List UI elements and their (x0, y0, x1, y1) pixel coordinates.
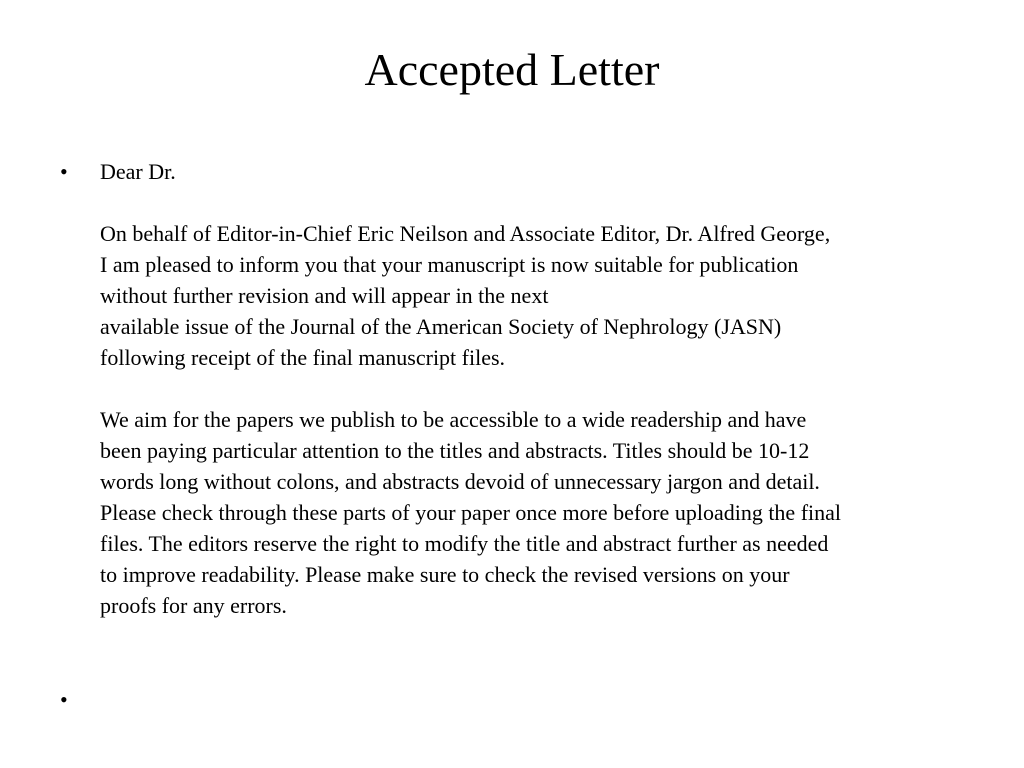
paragraph-line: proofs for any errors. (100, 593, 287, 618)
paragraph-line: to improve readability. Please make sure to check the revised versions on your (100, 562, 790, 587)
paragraph-2 (100, 404, 980, 621)
paragraph-line: files. The editors reserve the right to modify the title and abstract further as needed (100, 531, 829, 556)
paragraph-line: been paying particular attention to the titles and abstracts. Titles should be 10-12 (100, 438, 810, 463)
paragraph-line: following receipt of the final manuscript files. (100, 345, 506, 370)
paragraph-line: available issue of the Journal of the American Society of Nephrology (JASN) (100, 314, 782, 339)
paragraph-gap (100, 373, 980, 404)
paragraph-line: Please check through these parts of your paper once more before uploading the final (100, 500, 842, 525)
paragraph-line: We aim for the papers we publish to be accessible to a wide readership and have (100, 407, 807, 432)
bullet-dot-icon: • (60, 159, 68, 184)
bullet-dot-icon: • (60, 687, 68, 712)
slide-title: Accepted Letter (364, 44, 660, 95)
paragraph-line: I am pleased to inform you that your manuscript is now suitable for publication (100, 252, 799, 277)
paragraph-line: words long without colons, and abstracts devoid of unnecessary jargon and detail. (100, 469, 820, 494)
salutation: Dear Dr. (100, 159, 176, 184)
paragraph-gap (100, 187, 980, 218)
letter-body (100, 156, 980, 621)
paragraph-line: On behalf of Editor-in-Chief Eric Neilson and Associate Editor, Dr. Alfred George, (100, 221, 831, 246)
paragraph-1 (100, 218, 980, 373)
paragraph-line: without further revision and will appear in the next (100, 283, 549, 308)
